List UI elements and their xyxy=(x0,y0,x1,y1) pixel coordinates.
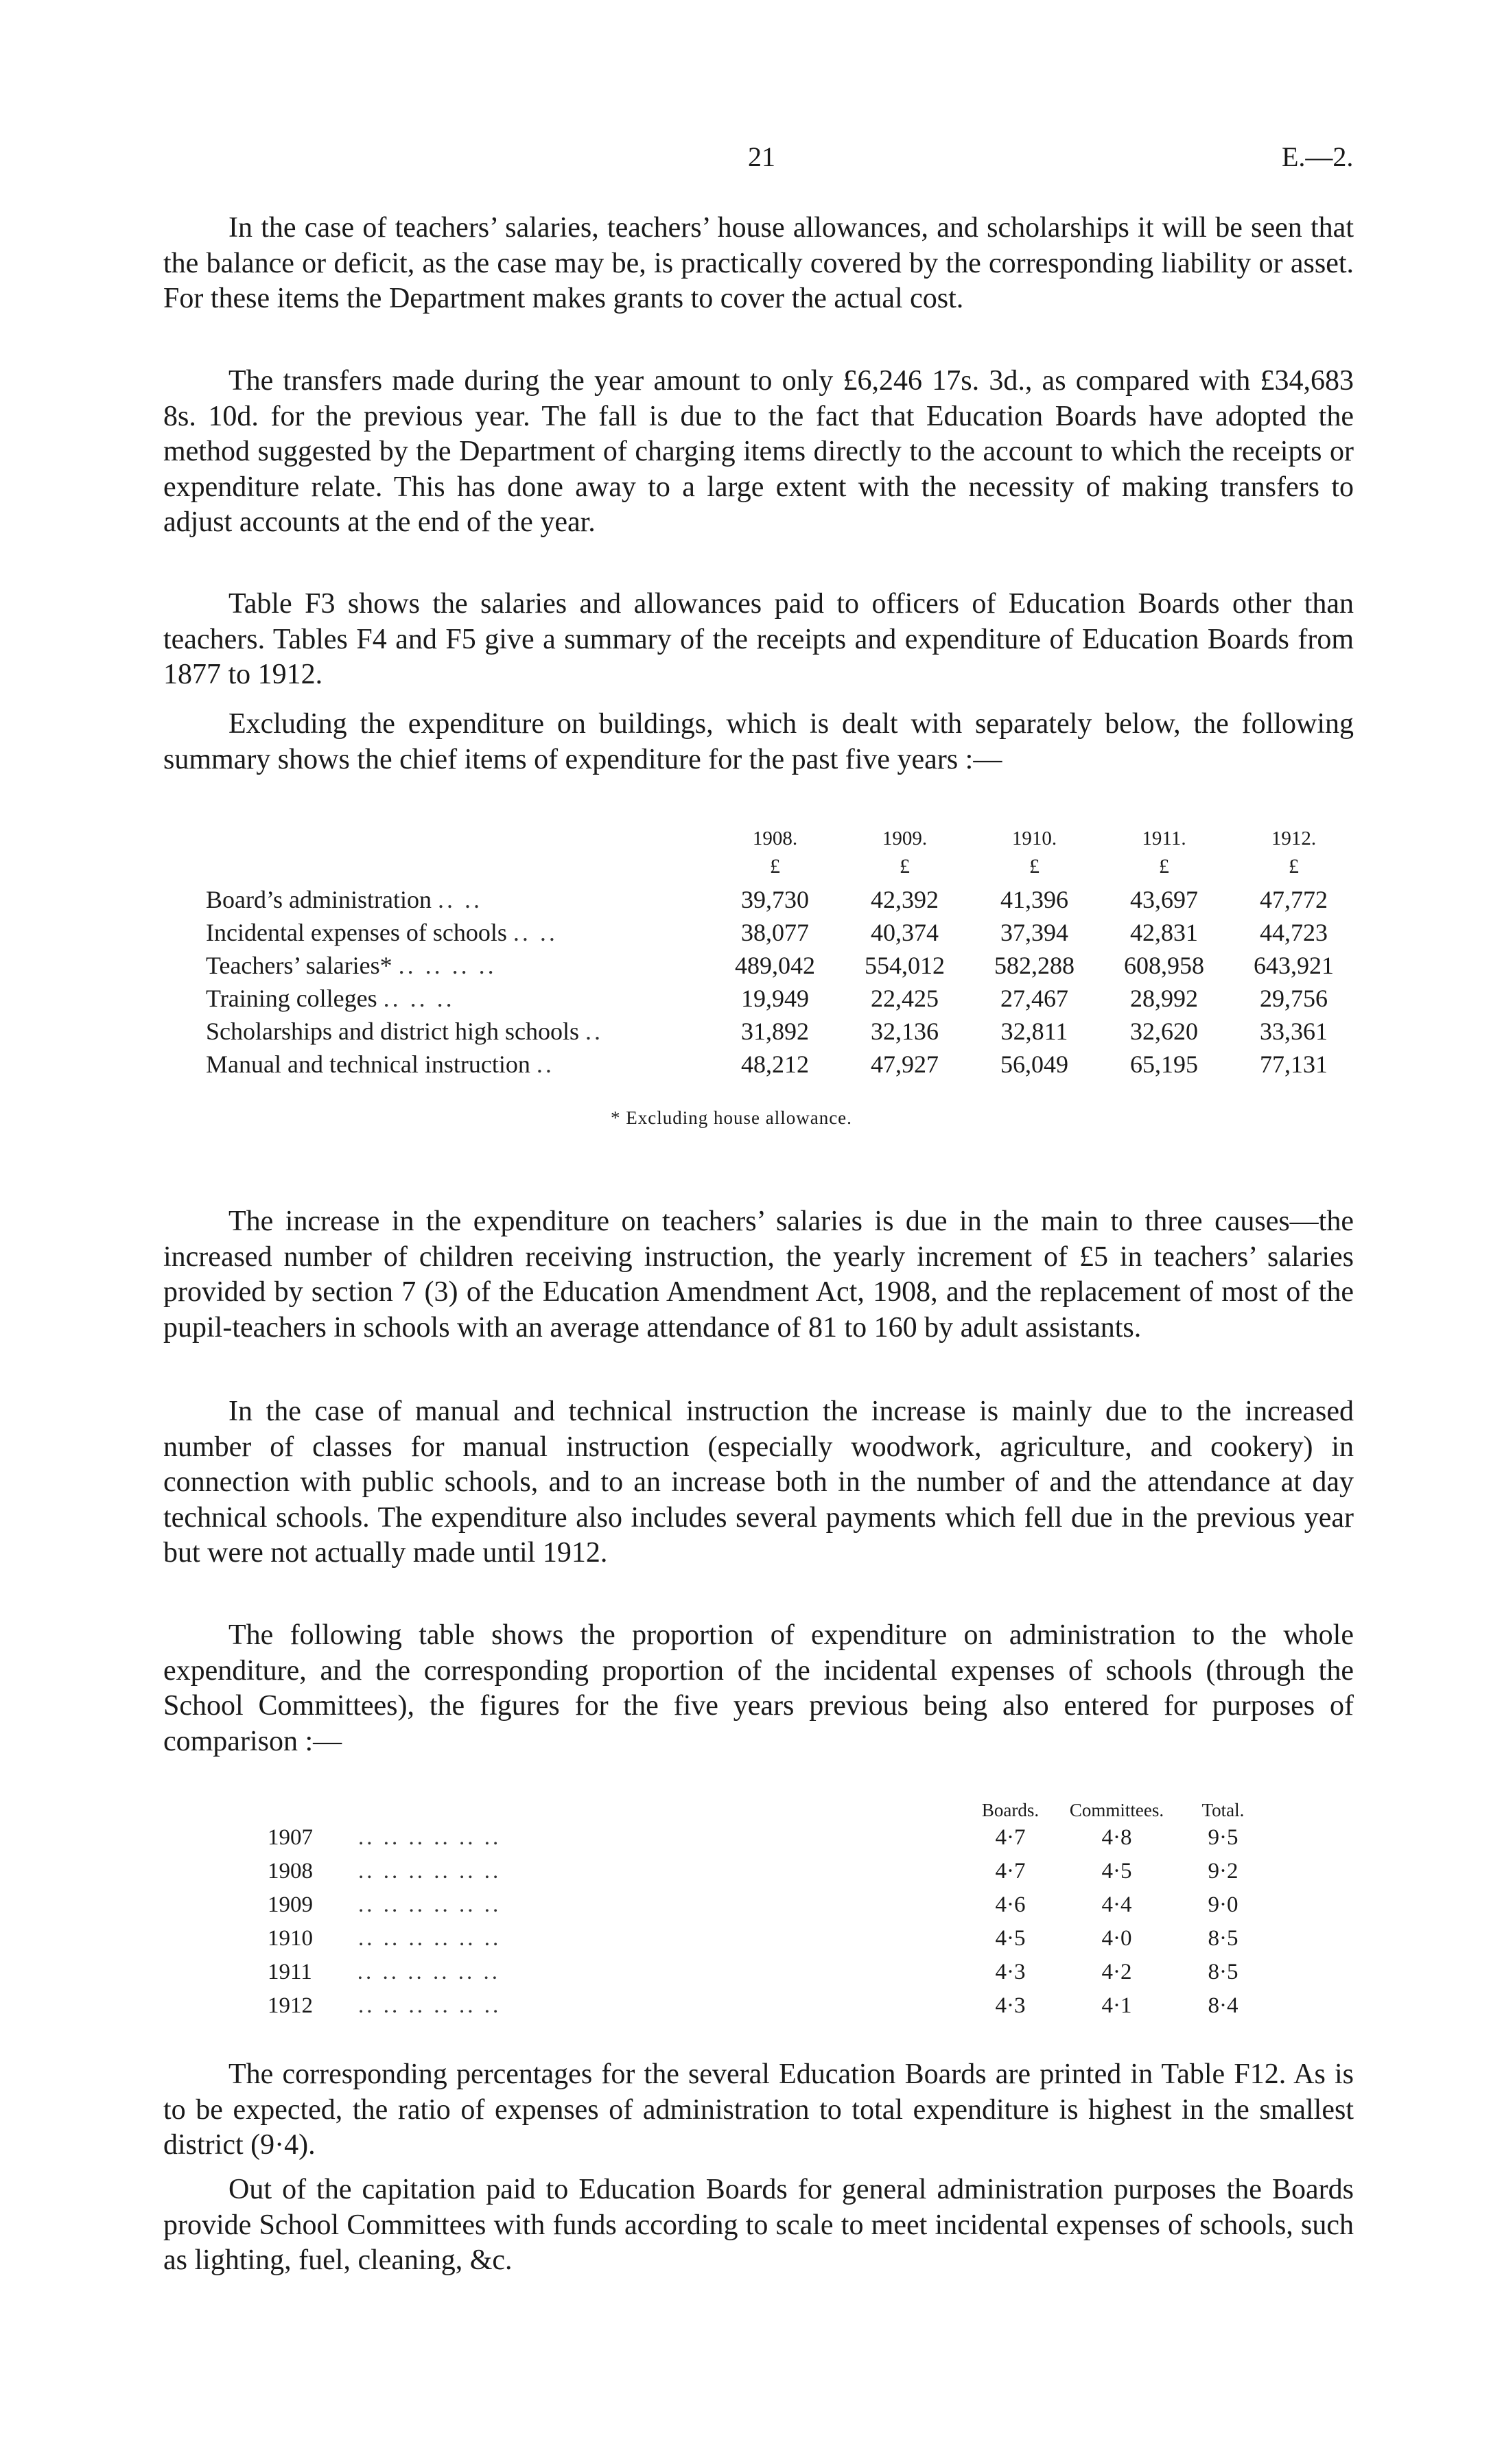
column-header: Total. xyxy=(1201,1800,1245,1820)
table-row xyxy=(206,916,1359,949)
year-label: 1907 xyxy=(268,1825,313,1850)
table-cell: 19,949 xyxy=(741,985,809,1012)
table-row xyxy=(268,1956,1276,1989)
year-label: 1908 xyxy=(268,1859,313,1884)
expenditure-summary-table xyxy=(206,820,1359,1081)
column-header: Committees. xyxy=(1069,1800,1164,1820)
header-row xyxy=(268,1787,1276,1821)
table-cell: 489,042 xyxy=(735,952,815,979)
table-cell: 4·6 xyxy=(995,1892,1026,1917)
paragraph-capitation: Out of the capitation paid to Education Boards for general administration purposes the Boards provide School Committees with funds according to scale to meet incidental expenses of schools, such as lighting, fuel, cleaning, &c. xyxy=(163,2174,1354,2276)
table-row xyxy=(206,883,1359,916)
unit-label: £ xyxy=(1029,855,1040,878)
table-row xyxy=(268,1989,1276,2023)
leader-dots: .. .. .. .. .. .. xyxy=(357,1960,501,1984)
leader-dots: .. .. .. xyxy=(383,985,455,1012)
table-cell: 608,958 xyxy=(1124,952,1204,979)
leader-dots: .. xyxy=(585,1018,603,1045)
table-cell: 582,288 xyxy=(994,952,1075,979)
table-cell: 31,892 xyxy=(741,1018,809,1045)
table-cell: 8·4 xyxy=(1208,1993,1238,2018)
table-cell: 554,012 xyxy=(865,952,945,979)
row-label: Manual and technical instruction xyxy=(206,1051,530,1078)
table-cell: 4·4 xyxy=(1101,1892,1132,1917)
table-row xyxy=(268,1888,1276,1922)
table-cell: 47,772 xyxy=(1260,886,1328,913)
table-cell: 32,811 xyxy=(1000,1018,1068,1045)
paragraph-expenditure-summary-intro: Excluding the expenditure on buildings, which is dealt with separately below, the following summary shows the chief items of expenditure for the past five years :— xyxy=(163,708,1354,775)
paragraph-proportion-intro: The following table shows the proportion of expenditure on administration to the whole expenditure, and the corresponding proportion of the incidental expenses of schools (through the School Committees), the figures for the five years previous being also entered for purposes of comparison :— xyxy=(163,1619,1354,1757)
table-cell: 27,467 xyxy=(1000,985,1068,1012)
leader-dots: .. .. .. .. .. .. xyxy=(358,1825,502,1850)
year-header: 1911. xyxy=(1142,828,1186,849)
table-cell: 22,425 xyxy=(871,985,939,1012)
table-row xyxy=(206,949,1359,982)
table-cell: 643,921 xyxy=(1254,952,1334,979)
paragraph-transfers: The transfers made during the year amount to only £6,246 17s. 3d., as compared with £34,683 8s. 10d. for the previous year. The fall is due to the fact that Education Boards have adopted the method suggested by the Department of charging items directly to the account to which the receipts or expenditure relate. This has done away to a large extent with the necessity of making transfers to adjust accounts at the end of the year. xyxy=(163,365,1354,538)
table-cell: 44,723 xyxy=(1260,919,1328,946)
leader-dots: .. .. .. .. .. .. xyxy=(358,1892,502,1917)
table-cell: 56,049 xyxy=(1000,1051,1068,1078)
table-cell: 8·5 xyxy=(1208,1960,1238,1984)
leader-dots: .. .. .. .. .. .. xyxy=(358,1993,502,2018)
table-cell: 4·5 xyxy=(1101,1859,1132,1884)
table-cell: 4·7 xyxy=(995,1825,1026,1850)
table-footnote: * Excluding house allowance. xyxy=(611,1107,852,1128)
leader-dots: .. .. .. .. xyxy=(398,952,497,979)
paragraph-teachers-salaries-increase: The increase in the expenditure on teachers’ salaries is due in the main to three causes—the increased number of children receiving instruction, the yearly increment of £5 in teachers’ salaries provided by section 7 (3) of the Education Amendment Act, 1908, and the replacement of most of the pupil-teachers in schools with an average attendance of 81 to 160 by adult assistants. xyxy=(163,1206,1354,1344)
row-label: Incidental expenses of schools xyxy=(206,919,507,946)
table-cell: 9·0 xyxy=(1208,1892,1238,1917)
table-cell: 9·5 xyxy=(1208,1825,1238,1850)
year-header: 1909. xyxy=(882,828,928,849)
table-cell: 41,396 xyxy=(1000,886,1068,913)
table-row xyxy=(268,1821,1276,1855)
table-cell: 8·5 xyxy=(1208,1926,1238,1951)
table-row xyxy=(268,1855,1276,1888)
table-cell: 40,374 xyxy=(871,919,939,946)
table-cell: 42,831 xyxy=(1130,919,1198,946)
table-cell: 4·0 xyxy=(1101,1926,1132,1951)
leader-dots: .. .. xyxy=(437,886,482,913)
unit-label: £ xyxy=(1159,855,1169,878)
table-cell: 4·3 xyxy=(995,1993,1026,2018)
administration-proportion-table xyxy=(268,1787,1276,2023)
table-cell: 33,361 xyxy=(1260,1018,1328,1045)
leader-dots: .. xyxy=(536,1051,554,1078)
paragraph-manual-technical: In the case of manual and technical instruction the increase is mainly due to the increased number of classes for manual instruction (especially woodwork, agriculture, and cookery) in connection with public schools, and to an increase both in the number of and the attendance at day technical schools. The expenditure also includes several payments which fell due in the previous year but were not actually made until 1912. xyxy=(163,1396,1354,1569)
table-cell: 28,992 xyxy=(1130,985,1198,1012)
table-cell: 48,212 xyxy=(741,1051,809,1078)
leader-dots: .. .. .. .. .. .. xyxy=(358,1859,502,1884)
table-cell: 39,730 xyxy=(741,886,809,913)
leader-dots: .. .. .. .. .. .. xyxy=(358,1926,502,1951)
unit-label: £ xyxy=(900,855,910,878)
table-cell: 4·1 xyxy=(1101,1993,1132,2018)
paragraph-table-f3: Table F3 shows the salaries and allowances paid to officers of Education Boards other than teachers. Tables F4 and F5 give a summary of the receipts and expenditure of Education Boards from 1877 to 1912. xyxy=(163,588,1354,690)
page-number: 21 xyxy=(748,141,775,172)
series-code: E.—2. xyxy=(1282,141,1354,172)
table-cell: 4·7 xyxy=(995,1859,1026,1884)
row-label: Training colleges xyxy=(206,985,377,1012)
table-cell: 4·8 xyxy=(1101,1825,1132,1850)
paragraph-teachers-salaries-balance: In the case of teachers’ salaries, teachers’ house allowances, and scholarships it will be seen that the balance or deficit, as the case may be, is practically covered by the corresponding liability or asset. For these items the Department makes grants to cover the actual cost. xyxy=(163,212,1354,314)
table-cell: 42,392 xyxy=(871,886,939,913)
unit-label: £ xyxy=(770,855,780,878)
year-label: 1912 xyxy=(268,1993,313,2018)
year-header: 1910. xyxy=(1011,828,1057,849)
table-row xyxy=(206,1015,1359,1048)
year-header: 1912. xyxy=(1271,828,1317,849)
table-cell: 32,136 xyxy=(871,1018,939,1045)
year-label: 1911 xyxy=(268,1960,312,1984)
table-cell: 38,077 xyxy=(741,919,809,946)
row-label: Board’s administration xyxy=(206,886,432,913)
paragraph-corresponding-percentages: The corresponding percentages for the several Education Boards are printed in Table F12. As is to be expected, the ratio of expenses of administration to total expenditure is highest in the smallest district (9·4). xyxy=(163,2058,1354,2161)
year-label: 1910 xyxy=(268,1926,313,1951)
table-cell: 4·3 xyxy=(995,1960,1026,1984)
table-cell: 9·2 xyxy=(1208,1859,1238,1884)
table-cell: 32,620 xyxy=(1130,1018,1198,1045)
table-cell: 43,697 xyxy=(1130,886,1198,913)
table-cell: 47,927 xyxy=(871,1051,939,1078)
leader-dots: .. .. xyxy=(513,919,558,946)
row-label: Scholarships and district high schools xyxy=(206,1018,579,1045)
row-label: Teachers’ salaries* xyxy=(206,952,392,979)
table-cell: 4·2 xyxy=(1101,1960,1132,1984)
table-cell: 37,394 xyxy=(1000,919,1068,946)
table-cell: 65,195 xyxy=(1130,1051,1198,1078)
table-row xyxy=(206,982,1359,1015)
unit-row xyxy=(206,850,1359,883)
table-cell: 77,131 xyxy=(1260,1051,1328,1078)
unit-label: £ xyxy=(1289,855,1299,878)
year-label: 1909 xyxy=(268,1892,313,1917)
table-row xyxy=(206,1048,1359,1081)
table-row xyxy=(268,1922,1276,1956)
column-header: Boards. xyxy=(981,1800,1040,1820)
table-cell: 29,756 xyxy=(1260,985,1328,1012)
year-header: 1908. xyxy=(752,828,798,849)
year-header-row xyxy=(206,820,1359,850)
table-cell: 4·5 xyxy=(995,1926,1026,1951)
